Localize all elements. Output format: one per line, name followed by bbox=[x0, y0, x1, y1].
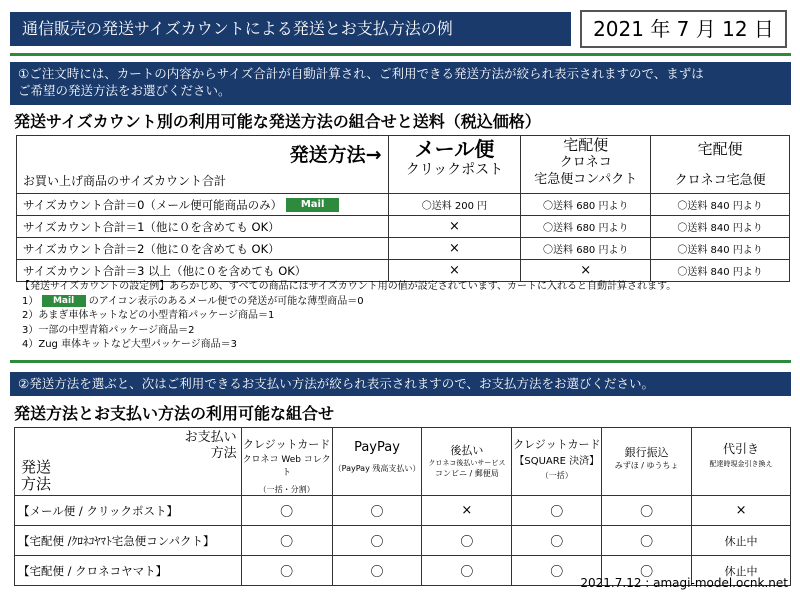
table-cell: 〇送料 840 円より bbox=[651, 194, 790, 216]
row-label: 【宅配便 /ｸﾛﾈｺﾔﾏﾄ宅急便コンパクト】 bbox=[15, 526, 242, 556]
table-cell: × bbox=[388, 260, 521, 282]
row-label-text: サイズカウント合計＝0（メール便可能商品のみ） bbox=[23, 197, 283, 212]
table-cell: 〇送料 200 円 bbox=[388, 194, 521, 216]
notes-item-3: 3）一部の中型青箱パッケージ商品＝2 bbox=[22, 324, 195, 336]
shipping-label-line2: 方法 bbox=[21, 475, 52, 493]
col-header-cod bbox=[692, 428, 791, 496]
col-header-takkyubin bbox=[651, 136, 790, 194]
table-cell: 〇 bbox=[332, 526, 422, 556]
col-header-bank bbox=[602, 428, 692, 496]
col-credit-web-line2: クロネコ Web コレクト bbox=[242, 455, 331, 478]
table-row bbox=[17, 194, 790, 216]
notice-1-line2: ご希望の発送方法をお選びください。 bbox=[18, 83, 231, 98]
table-cell: 〇 bbox=[602, 496, 692, 526]
table-cell: 〇送料 840 円より bbox=[651, 260, 790, 282]
col-atobarai-line1: 後払い bbox=[450, 444, 484, 457]
col-paypay-line2: （PayPay 残高支払い） bbox=[333, 464, 421, 473]
notes-item-1 bbox=[20, 295, 676, 310]
row-label bbox=[17, 194, 389, 216]
table-cell: 〇 bbox=[422, 556, 512, 586]
notice-2: ②発送方法を選ぶと、次はご利用できるお支払い方法が絞られ表示されますので、お支払方法をお選びください。 bbox=[10, 372, 791, 396]
table-cell: 〇 bbox=[602, 526, 692, 556]
notes-item-1-text: のアイコン表示のあるメール便での発送が可能な薄型商品＝0 bbox=[88, 295, 364, 307]
col-header-mail bbox=[388, 136, 521, 194]
col-square-line2: 【SQUARE 決済】 bbox=[514, 456, 600, 467]
col-mail-line2: クリックポスト bbox=[405, 162, 504, 178]
table-row bbox=[17, 238, 790, 260]
col-header-compact bbox=[521, 136, 651, 194]
table-row bbox=[15, 526, 791, 556]
col-cod-line2: 配達時現金引き換え bbox=[709, 460, 773, 468]
notes-item-2: 2）あまぎ車体キットなどの小型青箱パッケージ商品＝1 bbox=[22, 310, 275, 321]
table-cell: × bbox=[388, 238, 521, 260]
table-cell: 〇送料 680 円より bbox=[521, 238, 651, 260]
payment-label-line2: 方法 bbox=[210, 446, 237, 461]
table-cell: × bbox=[692, 496, 791, 526]
payment-method-label bbox=[185, 430, 237, 462]
table-cell: 〇 bbox=[512, 526, 602, 556]
col-takkyubin-line1: 宅配便 bbox=[697, 140, 743, 158]
col-header-atobarai bbox=[422, 428, 512, 496]
payment-method-table bbox=[14, 427, 791, 586]
table-row bbox=[17, 216, 790, 238]
footer-credit: 2021.7.12 : amagi-model.ocnk.net bbox=[580, 576, 788, 590]
notice-1 bbox=[10, 62, 791, 105]
table-cell: 〇 bbox=[241, 526, 332, 556]
col-header-credit-web bbox=[241, 428, 332, 496]
notes-item-4: 4）Zug 車体キットなど大型パッケージ商品＝3 bbox=[22, 339, 238, 350]
table-cell: 〇 bbox=[332, 556, 422, 586]
section2-heading: 発送方法とお支払い方法の利用可能な組合せ bbox=[14, 404, 335, 423]
col-cod-line1: 代引き bbox=[723, 442, 760, 456]
table-cell: 〇 bbox=[332, 496, 422, 526]
shipping-label-line1: 発送 bbox=[21, 458, 52, 476]
col-credit-web-line1: クレジットカード bbox=[242, 438, 331, 451]
size-count-notes bbox=[20, 280, 676, 353]
table-cell: 〇 bbox=[602, 556, 692, 586]
mail-badge-icon: Mail bbox=[42, 295, 86, 307]
col-header-square bbox=[512, 428, 602, 496]
table-cell: 〇送料 840 円より bbox=[651, 216, 790, 238]
page-title: 通信販売の発送サイズカウントによる発送とお支払方法の例 bbox=[10, 12, 571, 46]
shipping-method-label bbox=[21, 459, 51, 493]
table-cell: 休止中 bbox=[692, 556, 791, 586]
col-atobarai-line2: クロネコ後払いサービス bbox=[428, 459, 506, 467]
table-cell: 〇 bbox=[241, 496, 332, 526]
section1-heading: 発送サイズカウント別の利用可能な発送方法の組合せと送料（税込価格） bbox=[14, 112, 541, 131]
notice-1-line1: ①ご注文時には、カートの内容からサイズ合計が自動計算され、ご利用できる発送方法が絞られ表示されますので、まずは bbox=[18, 66, 704, 81]
table-cell: 休止中 bbox=[692, 526, 791, 556]
col-takkyubin-line2: クロネコ宅急便 bbox=[674, 173, 766, 188]
col-mail-line1: メール便 bbox=[414, 137, 495, 161]
col-credit-web-line3: （一括・分割） bbox=[258, 485, 315, 494]
col-square-line3: （一括） bbox=[540, 471, 573, 480]
table-cell: 〇送料 680 円より bbox=[521, 216, 651, 238]
notes-item-1-prefix: 1） bbox=[22, 295, 39, 307]
col-bank-line2: みずほ / ゆうちょ bbox=[614, 461, 679, 470]
mail-badge-icon: Mail bbox=[286, 198, 340, 212]
table-cell: 〇 bbox=[512, 556, 602, 586]
shipping-size-table bbox=[16, 135, 790, 282]
shipping-method-arrow-label: 発送方法→ bbox=[289, 144, 382, 166]
col-atobarai-line3: コンビニ / 郵便局 bbox=[434, 469, 499, 478]
table-cell: 〇 bbox=[241, 556, 332, 586]
notes-intro: 【発送サイズカウントの設定例】あらかじめ、すべての商品にはサイズカウント用の値が設定されています、カートに入れると自動計算されます。 bbox=[20, 281, 677, 292]
table-cell: × bbox=[388, 216, 521, 238]
col-paypay-line1: PayPay bbox=[354, 440, 400, 455]
divider bbox=[10, 53, 791, 56]
divider bbox=[10, 360, 791, 363]
col-compact-line2: クロネコ bbox=[559, 155, 612, 170]
table2-corner-cell bbox=[15, 428, 242, 496]
table-row bbox=[17, 260, 790, 282]
table-cell: 〇 bbox=[512, 496, 602, 526]
table-row bbox=[15, 496, 791, 526]
col-header-paypay bbox=[332, 428, 422, 496]
row-label: サイズカウント合計＝3 以上（他に０を含めても OK） bbox=[17, 260, 389, 282]
col-compact-line3: 宅急便コンパクト bbox=[534, 172, 638, 187]
payment-label-line1: お支払い bbox=[184, 430, 237, 445]
col-square-line1: クレジットカード bbox=[513, 438, 601, 451]
table-cell: 〇 bbox=[422, 526, 512, 556]
col-bank-line1: 銀行振込 bbox=[624, 446, 669, 459]
table1-corner-cell bbox=[17, 136, 389, 194]
row-label: サイズカウント合計＝2（他に０を含めても OK） bbox=[17, 238, 389, 260]
col-compact-line1: 宅配便 bbox=[563, 136, 609, 154]
size-count-total-label: お買い上げ商品のサイズカウント合計 bbox=[23, 174, 227, 188]
row-label: 【宅配便 / クロネコヤマト】 bbox=[15, 556, 242, 586]
table-cell: 〇送料 840 円より bbox=[651, 238, 790, 260]
table-cell: × bbox=[521, 260, 651, 282]
row-label: 【メール便 / クリックポスト】 bbox=[15, 496, 242, 526]
table-cell: 〇送料 680 円より bbox=[521, 194, 651, 216]
date-label: 2021 年 7 月 12 日 bbox=[580, 10, 787, 48]
table-cell: × bbox=[422, 496, 512, 526]
row-label: サイズカウント合計＝1（他に０を含めても OK） bbox=[17, 216, 389, 238]
